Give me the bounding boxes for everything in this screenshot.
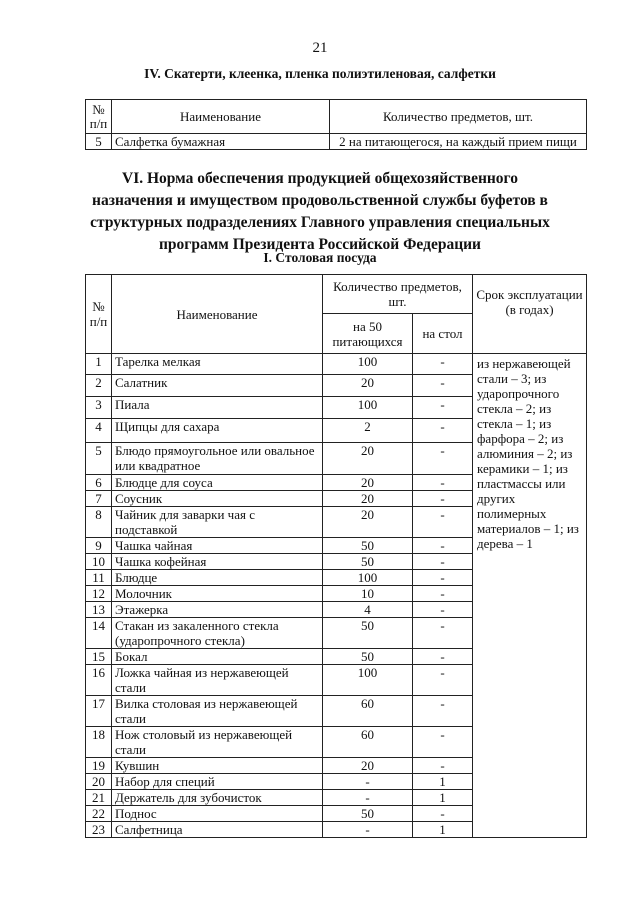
row-per50: 20 <box>323 475 413 491</box>
row-num: 16 <box>86 665 112 696</box>
row-num: 17 <box>86 696 112 727</box>
row-per-table: 1 <box>413 774 473 790</box>
row-per-table: 1 <box>413 822 473 838</box>
row-name: Набор для специй <box>112 774 323 790</box>
row-name: Вилка столовая из нержавеющей стали <box>112 696 323 727</box>
row-per50: 2 <box>323 419 413 443</box>
row-num: 2 <box>86 375 112 397</box>
row-per-table: - <box>413 554 473 570</box>
row-name: Чайник для заварки чая с подставкой <box>112 507 323 538</box>
header-term: Срок эксплуатации (в годах) <box>473 275 587 354</box>
row-num: 7 <box>86 491 112 507</box>
row-name: Блюдце для соуса <box>112 475 323 491</box>
table-row <box>86 134 587 150</box>
row-per50: 100 <box>323 665 413 696</box>
row-num: 15 <box>86 649 112 665</box>
row-num: 23 <box>86 822 112 838</box>
row-num: 1 <box>86 354 112 375</box>
subsection-title: I. Столовая посуда <box>263 250 377 265</box>
row-per-table: - <box>413 696 473 727</box>
row-name: Ложка чайная из нержавеющей стали <box>112 665 323 696</box>
row-qty: 2 на питающегося, на каждый прием пищи <box>330 134 587 150</box>
row-per-table: - <box>413 443 473 475</box>
row-per-table: - <box>413 618 473 649</box>
row-per50: 50 <box>323 618 413 649</box>
row-per-table: - <box>413 649 473 665</box>
section4-title: IV. Скатерти, клеенка, пленка полиэтиленовая, салфетки <box>144 66 496 81</box>
row-name: Чашка кофейная <box>112 554 323 570</box>
row-per50: 20 <box>323 375 413 397</box>
row-per50: 10 <box>323 586 413 602</box>
row-num: 18 <box>86 727 112 758</box>
row-num: 6 <box>86 475 112 491</box>
row-name: Пиала <box>112 397 323 419</box>
row-num: 9 <box>86 538 112 554</box>
row-per50: 50 <box>323 538 413 554</box>
tableware-header-row-1 <box>86 275 587 314</box>
row-per-table: - <box>413 538 473 554</box>
row-per-table: - <box>413 375 473 397</box>
row-per50: 50 <box>323 554 413 570</box>
row-name: Салатник <box>112 375 323 397</box>
header-per-table: на стол <box>413 314 473 354</box>
row-per50: 20 <box>323 507 413 538</box>
row-per50: 100 <box>323 354 413 375</box>
header-qty: Количество предметов, шт. <box>323 275 473 314</box>
row-name: Поднос <box>112 806 323 822</box>
row-num: 12 <box>86 586 112 602</box>
row-per50: 100 <box>323 570 413 586</box>
section6-title-text: VI. Норма обеспечения продукцией общехозяйственного назначения и имуществом продовольственной службы буфетов в структурных подразделениях Главного управления специальных программ Президента Российской Федерации <box>90 170 550 253</box>
row-num: 5 <box>86 134 112 150</box>
row-name: Салфетница <box>112 822 323 838</box>
row-per50: 60 <box>323 696 413 727</box>
header-num: № п/п <box>86 275 112 354</box>
section4-header-row <box>86 100 587 134</box>
term-cell: из нержавеющей стали – 3; из ударопрочного стекла – 2; из стекла – 1; из фарфора – 2; из алюминия – 2; из керамики – 1; из пластмассы или других полимерных материалов – 1; из дерева – 1 <box>473 354 587 838</box>
row-per50: - <box>323 774 413 790</box>
header-per50: на 50 питающихся <box>323 314 413 354</box>
row-per50: 4 <box>323 602 413 618</box>
row-per-table: - <box>413 665 473 696</box>
row-name: Блюдо прямоугольное или овальное или квадратное <box>112 443 323 475</box>
header-name: Наименование <box>112 100 330 134</box>
row-num: 10 <box>86 554 112 570</box>
row-per-table: - <box>413 602 473 618</box>
header-num: № п/п <box>86 100 112 134</box>
row-per-table: - <box>413 475 473 491</box>
row-name: Держатель для зубочисток <box>112 790 323 806</box>
tableware-table <box>85 274 587 838</box>
row-name: Салфетка бумажная <box>112 134 330 150</box>
row-per50: 20 <box>323 491 413 507</box>
row-per-table: 1 <box>413 790 473 806</box>
row-per-table: - <box>413 397 473 419</box>
header-qty: Количество предметов, шт. <box>330 100 587 134</box>
row-name: Тарелка мелкая <box>112 354 323 375</box>
row-num: 4 <box>86 419 112 443</box>
row-num: 5 <box>86 443 112 475</box>
row-name: Блюдце <box>112 570 323 586</box>
row-per-table: - <box>413 570 473 586</box>
row-num: 14 <box>86 618 112 649</box>
row-per50: 50 <box>323 649 413 665</box>
row-name: Нож столовый из нержавеющей стали <box>112 727 323 758</box>
page-number: 21 <box>312 40 328 56</box>
row-num: 20 <box>86 774 112 790</box>
table-row <box>86 354 587 375</box>
row-per-table: - <box>413 419 473 443</box>
header-name: Наименование <box>112 275 323 354</box>
row-per-table: - <box>413 491 473 507</box>
row-per50: 50 <box>323 806 413 822</box>
row-per-table: - <box>413 354 473 375</box>
row-per-table: - <box>413 806 473 822</box>
row-num: 19 <box>86 758 112 774</box>
row-name: Стакан из закаленного стекла (ударопрочного стекла) <box>112 618 323 649</box>
row-per50: - <box>323 790 413 806</box>
row-name: Щипцы для сахара <box>112 419 323 443</box>
row-per-table: - <box>413 758 473 774</box>
row-num: 8 <box>86 507 112 538</box>
row-per50: 20 <box>323 443 413 475</box>
row-name: Этажерка <box>112 602 323 618</box>
row-name: Кувшин <box>112 758 323 774</box>
row-per50: 100 <box>323 397 413 419</box>
section4-table <box>85 99 587 150</box>
row-name: Молочник <box>112 586 323 602</box>
row-num: 22 <box>86 806 112 822</box>
row-per-table: - <box>413 586 473 602</box>
section6-title <box>0 168 640 256</box>
row-name: Соусник <box>112 491 323 507</box>
row-num: 3 <box>86 397 112 419</box>
row-per50: - <box>323 822 413 838</box>
row-per50: 20 <box>323 758 413 774</box>
row-num: 13 <box>86 602 112 618</box>
row-name: Чашка чайная <box>112 538 323 554</box>
row-name: Бокал <box>112 649 323 665</box>
row-num: 21 <box>86 790 112 806</box>
row-per-table: - <box>413 727 473 758</box>
row-per50: 60 <box>323 727 413 758</box>
row-num: 11 <box>86 570 112 586</box>
row-per-table: - <box>413 507 473 538</box>
